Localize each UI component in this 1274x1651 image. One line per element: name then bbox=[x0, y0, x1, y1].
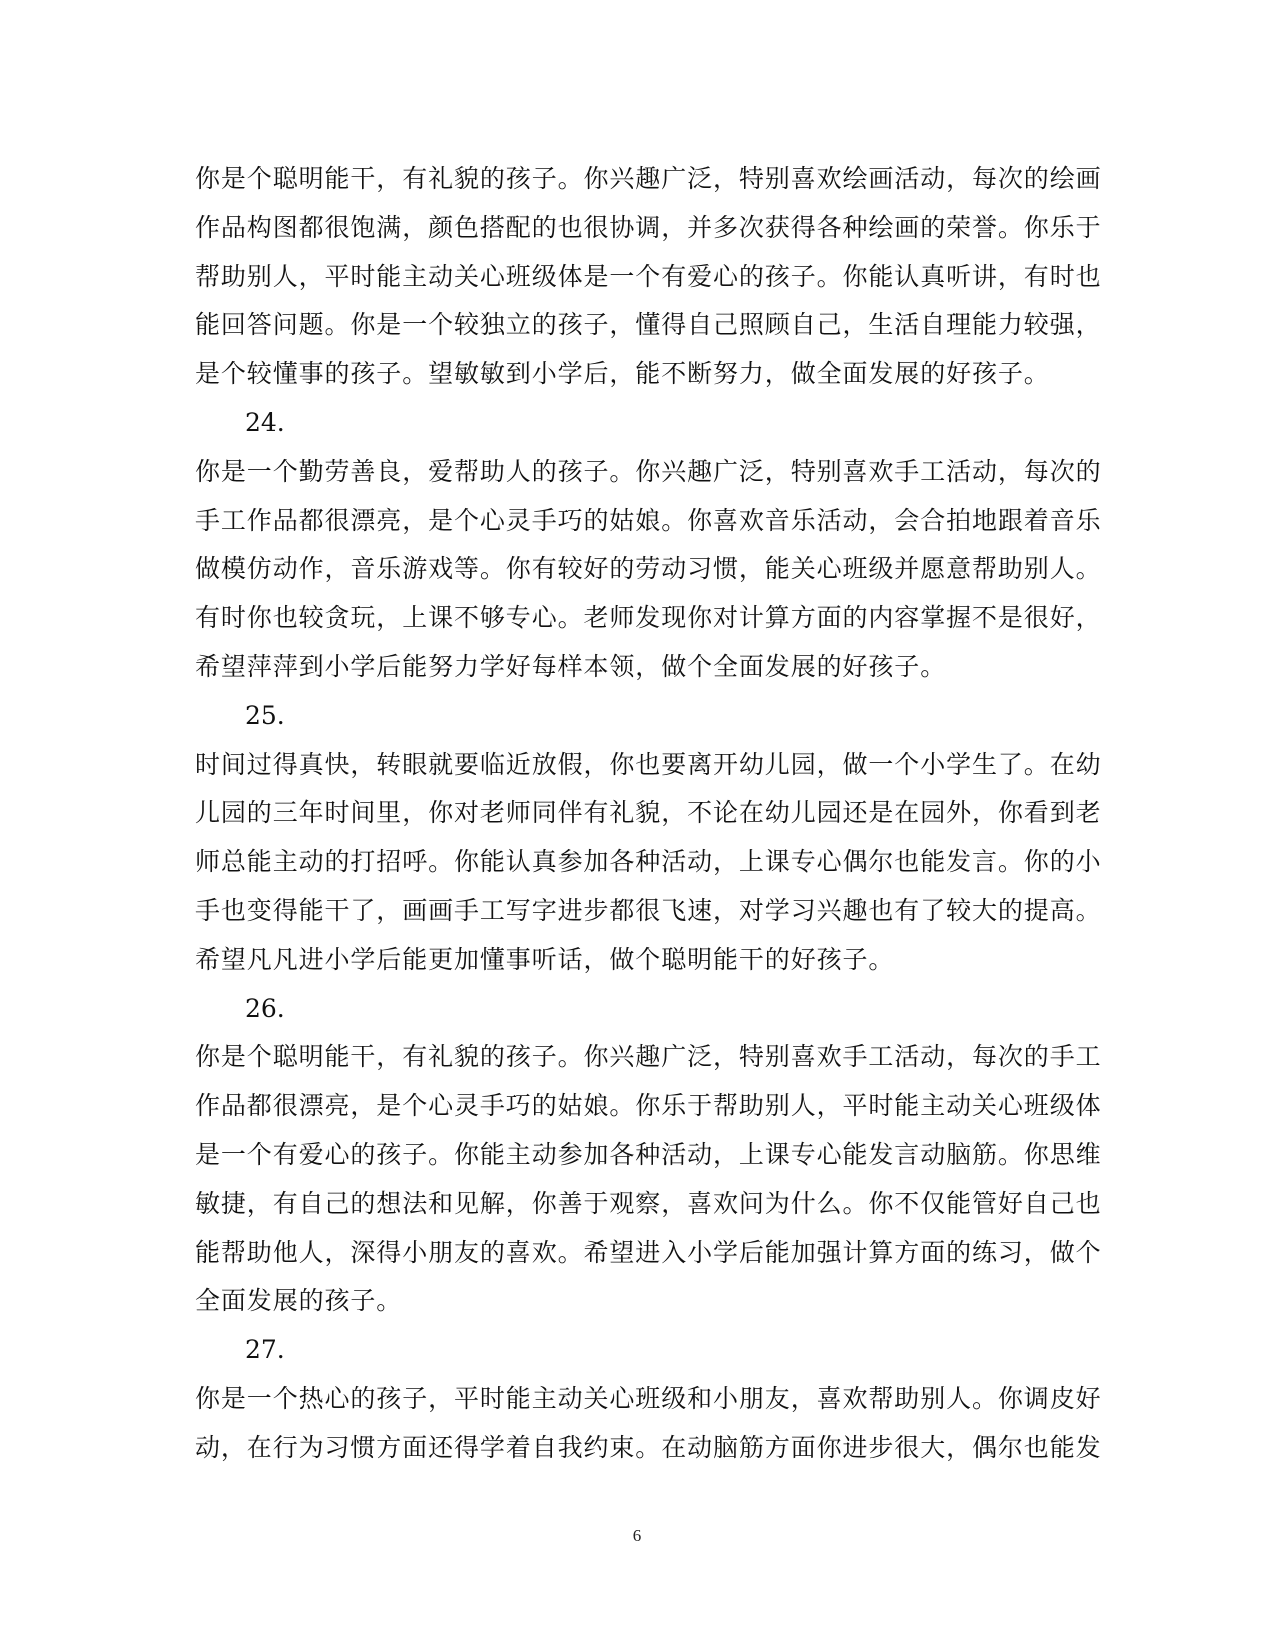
text-line: 希望萍萍到小学后能努力学好每样本领，做个全面发展的好孩子。 bbox=[195, 651, 947, 681]
item-number: 24. bbox=[245, 407, 285, 437]
text-line: 动，在行为习惯方面还得学着自我约束。在动脑筋方面你进步很大，偶尔也能发 bbox=[195, 1432, 1102, 1462]
text-line: 时间过得真快，转眼就要临近放假，你也要离开幼儿园，做一个小学生了。在幼 bbox=[195, 749, 1102, 779]
item-number: 26. bbox=[245, 993, 285, 1023]
body-text bbox=[195, 155, 1102, 1473]
text-line: 能回答问题。你是一个较独立的孩子，懂得自己照顾自己，生活自理能力较强， bbox=[195, 310, 1102, 340]
item-number: 25. bbox=[245, 700, 285, 730]
text-line: 是个较懂事的孩子。望敏敏到小学后，能不断努力，做全面发展的好孩子。 bbox=[195, 359, 1050, 389]
text-line: 儿园的三年时间里，你对老师同伴有礼貌，不论在幼儿园还是在园外，你看到老 bbox=[195, 798, 1102, 828]
text-line: 你是一个热心的孩子，平时能主动关心班级和小朋友，喜欢帮助别人。你调皮好 bbox=[195, 1383, 1102, 1413]
text-line: 是一个有爱心的孩子。你能主动参加各种活动，上课专心能发言动脑筋。你思维 bbox=[195, 1139, 1102, 1169]
item-number: 27. bbox=[245, 1335, 285, 1365]
text-line: 敏捷，有自己的想法和见解，你善于观察，喜欢问为什么。你不仅能管好自己也 bbox=[195, 1188, 1102, 1218]
text-line: 手也变得能干了，画画手工写字进步都很飞速，对学习兴趣也有了较大的提高。 bbox=[195, 895, 1102, 925]
text-line: 师总能主动的打招呼。你能认真参加各种活动，上课专心偶尔也能发言。你的小 bbox=[195, 847, 1102, 877]
text-line: 作品构图都很饱满，颜色搭配的也很协调，并多次获得各种绘画的荣誉。你乐于 bbox=[195, 212, 1102, 242]
text-line: 全面发展的孩子。 bbox=[195, 1286, 403, 1316]
text-line: 作品都很漂亮，是个心灵手巧的姑娘。你乐于帮助别人，平时能主动关心班级体 bbox=[195, 1091, 1102, 1121]
page-number: 6 bbox=[632, 1526, 642, 1545]
text-line: 你是个聪明能干，有礼貌的孩子。你兴趣广泛，特别喜欢绘画活动，每次的绘画 bbox=[195, 164, 1102, 193]
text-line: 你是一个勤劳善良，爱帮助人的孩子。你兴趣广泛，特别喜欢手工活动，每次的 bbox=[195, 456, 1102, 486]
text-line: 有时你也较贪玩，上课不够专心。老师发现你对计算方面的内容掌握不是很好， bbox=[195, 603, 1102, 633]
text-line: 帮助别人，平时能主动关心班级体是一个有爱心的孩子。你能认真听讲，有时也 bbox=[195, 261, 1102, 291]
text-line: 手工作品都很漂亮，是个心灵手巧的姑娘。你喜欢音乐活动，会合拍地跟着音乐 bbox=[195, 505, 1102, 535]
text-line: 希望凡凡进小学后能更加懂事听话，做个聪明能干的好孩子。 bbox=[195, 944, 895, 974]
text-line: 做模仿动作，音乐游戏等。你有较好的劳动习惯，能关心班级并愿意帮助别人。 bbox=[195, 554, 1102, 584]
text-line: 能帮助他人，深得小朋友的喜欢。希望进入小学后能加强计算方面的练习，做个 bbox=[195, 1237, 1102, 1267]
text-line: 你是个聪明能干，有礼貌的孩子。你兴趣广泛，特别喜欢手工活动，每次的手工 bbox=[195, 1042, 1102, 1072]
